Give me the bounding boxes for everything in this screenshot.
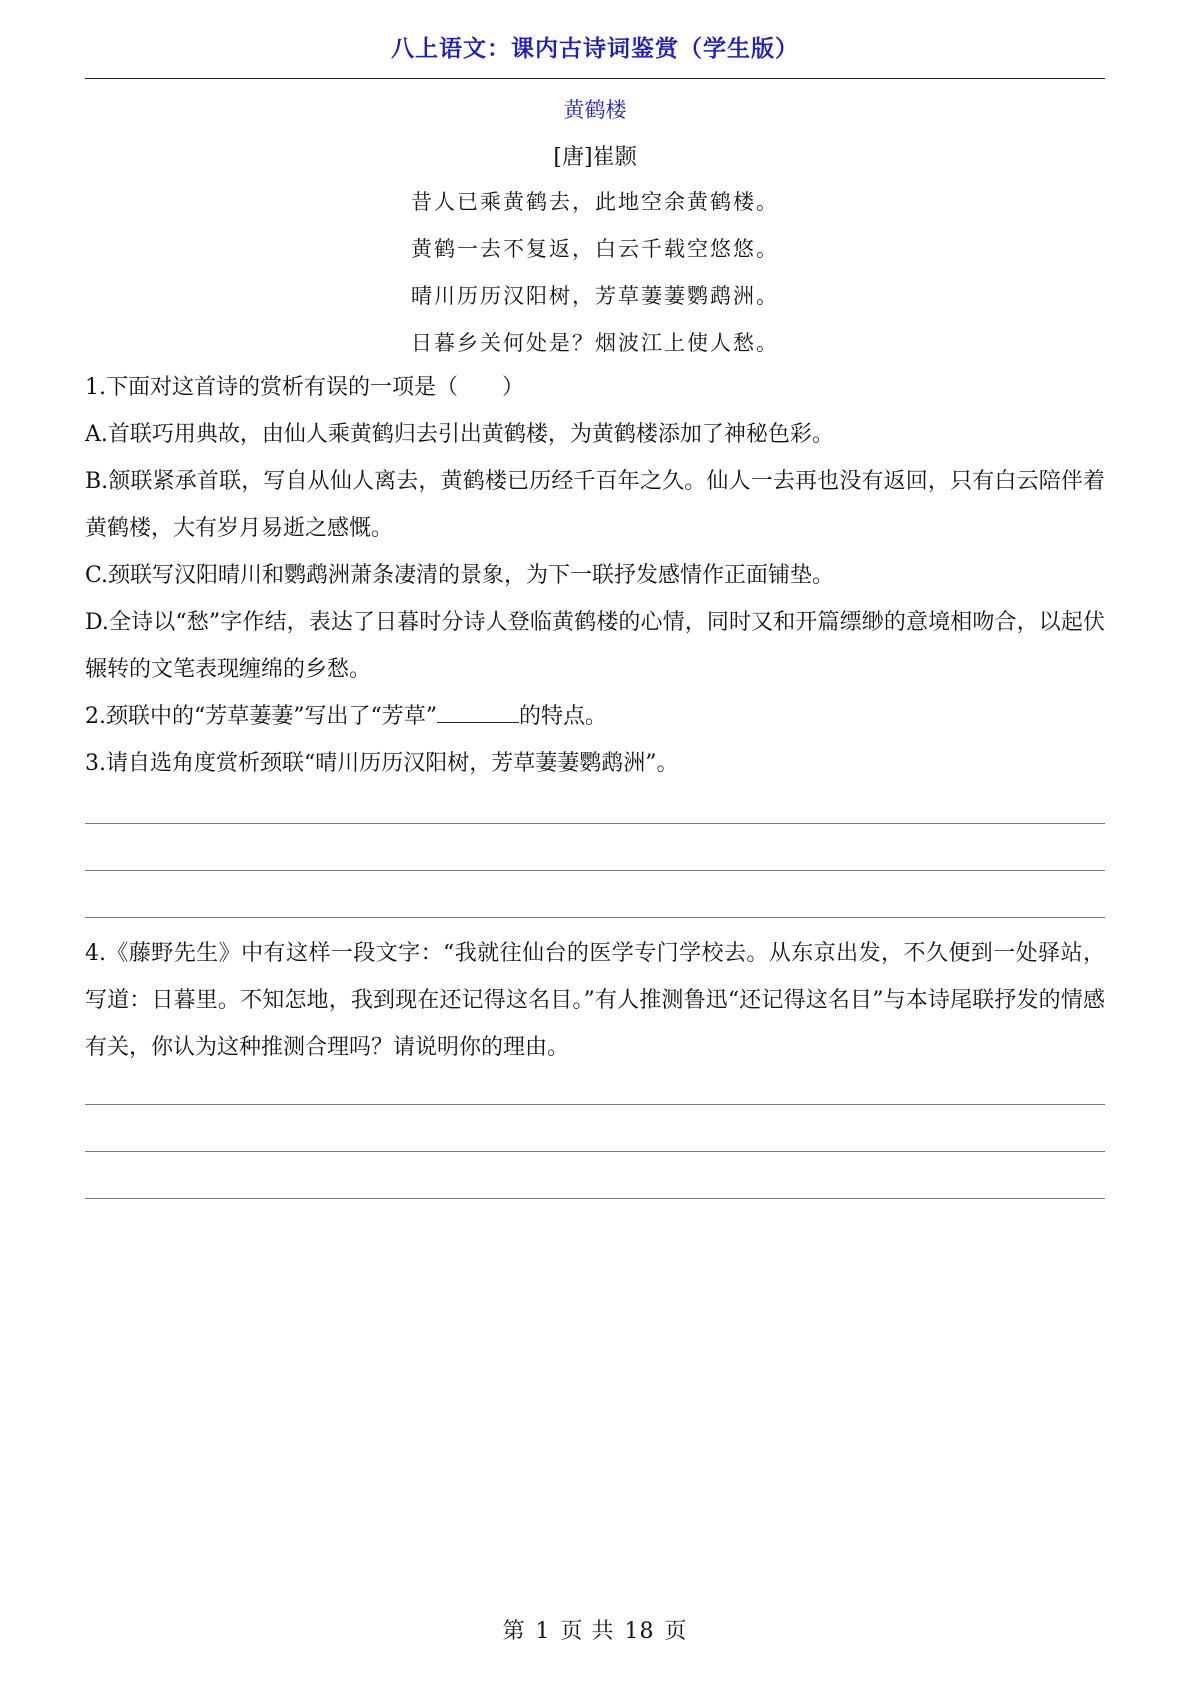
question-1-stem: 1.下面对这首诗的赏析有误的一项是（ ） [85,375,524,400]
question-1-option-c: C.颈联写汉阳晴川和鹦鹉洲萧条凄清的景象，为下一联抒发感情作正面铺垫。 [85,563,835,588]
question-2 [85,693,1105,740]
page-footer [0,1614,1190,1645]
footer-suffix: 页 [664,1619,688,1644]
footer-mid: 页 共 [560,1619,615,1644]
question-2-text-before: 2.颈联中的“芳草萋萋”写出了“芳草” [85,704,437,729]
poem-line: 黄鹤一去不复返，白云千载空悠悠。 [411,237,779,261]
header-divider [85,78,1105,79]
question-1-option-a: A.首联巧用典故，由仙人乘黄鹤归去引出黄鹤楼，为黄鹤楼添加了神秘色彩。 [85,422,834,447]
question-1-option-b: B.颔联紧承首联，写自从仙人离去，黄鹤楼已历经千百年之久。仙人一去再也没有返回，只有白云陪伴着黄鹤楼，大有岁月易逝之感慨。 [85,469,1105,541]
answer-line[interactable] [85,917,1105,918]
answer-line[interactable] [85,1198,1105,1199]
question-2-fill-blank[interactable] [437,702,519,723]
answer-line[interactable] [85,823,1105,824]
footer-page-number: 1 [535,1619,551,1644]
question-4-stem: 4.《藤野先生》中有这样一段文字：“我就往仙台的医学专门学校去。从东京出发，不久便到一处驿站，写道：日暮里。不知怎地，我到现在还记得这名目。”有人推测鲁迅“还记得这名目”与本诗尾联抒发的情感有关，你认为这种推测合理吗？请说明你的理由。 [85,941,1105,1060]
footer-total-pages: 18 [624,1619,655,1644]
footer-prefix: 第 [502,1619,526,1644]
question-1-option-d: D.全诗以“愁”字作结，表达了日暮时分诗人登临黄鹤楼的心情，同时又和开篇缥缈的意境相吻合，以起伏辗转的文笔表现缠绵的乡愁。 [85,610,1105,682]
poem-line: 日暮乡关何处是？烟波江上使人愁。 [411,331,779,355]
poem-line: 昔人已乘黄鹤去，此地空余黄鹤楼。 [411,190,779,214]
answer-line[interactable] [85,1104,1105,1105]
answer-line[interactable] [85,1151,1105,1152]
poem-line: 晴川历历汉阳树，芳草萋萋鹦鹉洲。 [411,284,779,308]
question-3-stem: 3.请自选角度赏析颈联“晴川历历汉阳树，芳草萋萋鹦鹉洲”。 [85,751,679,776]
answer-line[interactable] [85,870,1105,871]
question-2-text-after: 的特点。 [518,704,607,729]
poem-author: [唐]崔颢 [553,145,637,170]
page-header-title: 八上语文：课内古诗词鉴赏（学生版） [391,36,799,62]
poem-title: 黄鹤楼 [563,98,627,122]
